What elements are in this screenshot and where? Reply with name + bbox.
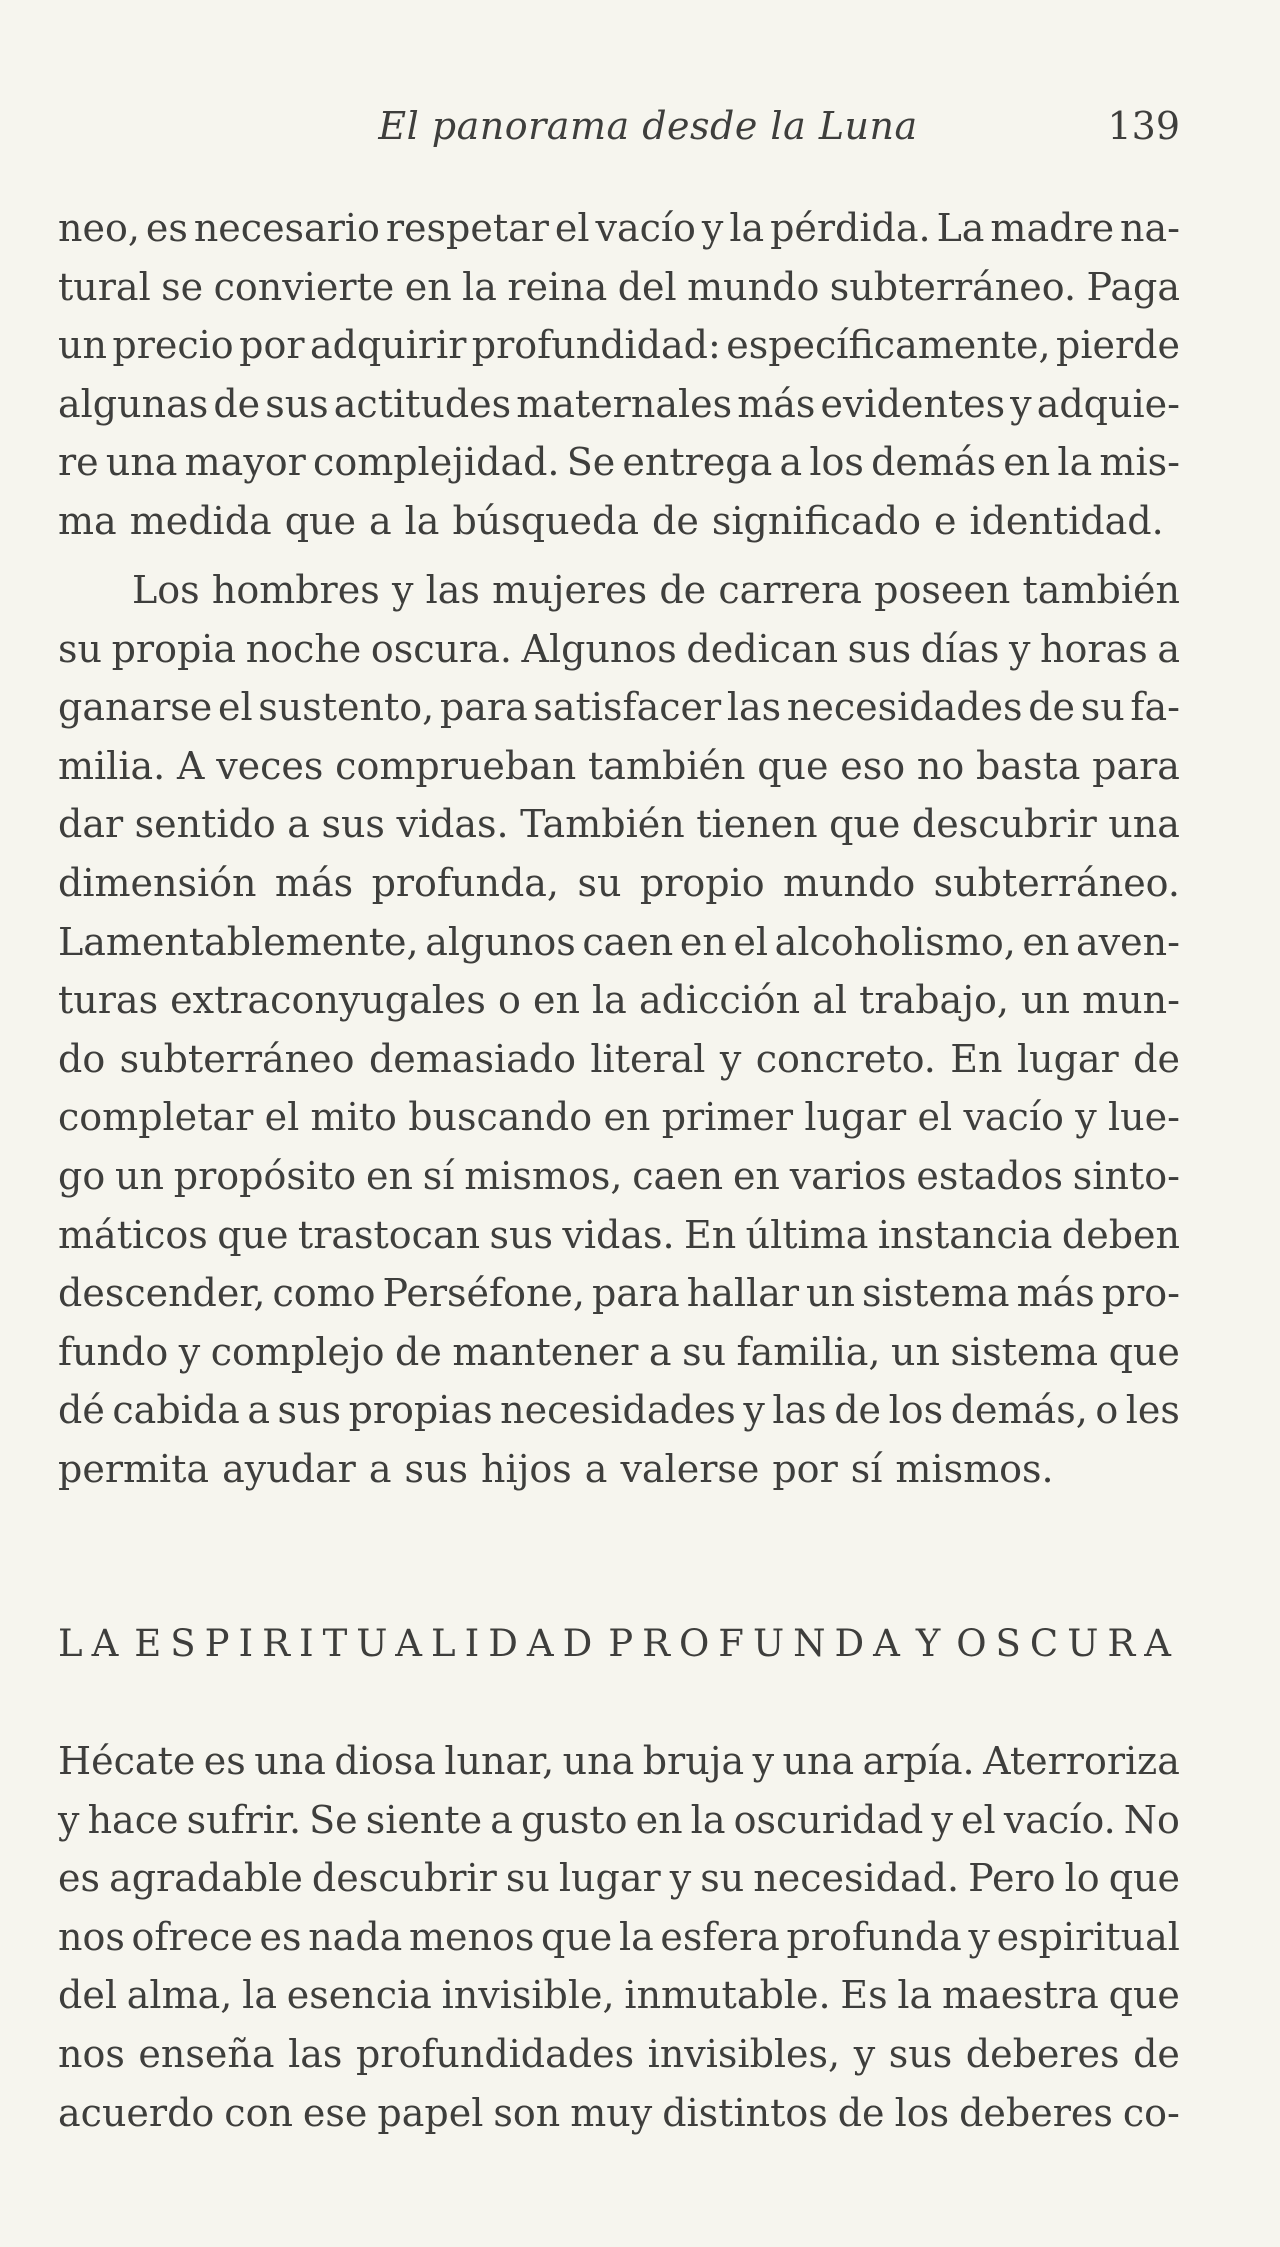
text-line: go un propósito en sí mismos, caen en varios estados sinto-	[58, 1153, 1180, 1198]
text-line: un precio por adquirir profundidad: específicamente, pierde	[58, 323, 1180, 368]
text-line: completar el mito buscando en primer lugar el vacío y lue-	[58, 1095, 1180, 1140]
text-line: ganarse el sustento, para satisfacer las necesidades de su fa-	[58, 685, 1180, 730]
page-header	[58, 96, 1180, 156]
text-line: Lamentablemente, algunos caen en el alcoholismo, en aven-	[58, 919, 1180, 964]
text-line: máticos que trastocan sus vidas. En última instancia deben	[58, 1212, 1180, 1257]
text-line: del alma, la esencia invisible, inmutable. Es la maestra que	[58, 1973, 1180, 2018]
text-line: Los hombres y las mujeres de carrera poseen también	[132, 568, 1180, 612]
text-line: dé cabida a sus propias necesidades y las de los demás, o les	[58, 1388, 1180, 1433]
text-line: algunas de sus actitudes maternales más evidentes y adquie-	[58, 381, 1180, 426]
text-line: y hace sufrir. Se siente a gusto en la oscuridad y el vacío. No	[58, 1797, 1180, 1842]
text-line: es agradable descubrir su lugar y su necesidad. Pero lo que	[58, 1856, 1180, 1901]
paragraph-1	[58, 199, 1180, 551]
text-line: Hécate es una diosa lunar, una bruja y una arpía. Aterroriza	[58, 1739, 1180, 1783]
text-line: descender, como Perséfone, para hallar un sistema más pro-	[58, 1271, 1180, 1316]
text-line: acuerdo con ese papel son muy distintos de los deberes co-	[58, 2090, 1180, 2135]
section-heading: LA ESPIRITUALIDAD PROFUNDA Y OSCURA	[58, 1622, 1180, 1665]
text-line: dimensión más profunda, su propio mundo subterráneo.	[58, 860, 1180, 905]
page-number: 139	[1107, 104, 1180, 148]
text-line: do subterráneo demasiado literal y concreto. En lugar de	[58, 1036, 1180, 1081]
text-line: fundo y complejo de mantener a su familia, un sistema que	[58, 1329, 1180, 1374]
text-line: neo, es necesario respetar el vacío y la pérdida. La madre na-	[58, 206, 1180, 250]
paragraph-3	[58, 1732, 1180, 2142]
text-line: milia. A veces comprueban también que eso no basta para	[58, 743, 1180, 788]
text-line: re una mayor complejidad. Se entrega a los demás en la mis-	[58, 440, 1180, 485]
paragraph-2	[58, 561, 1180, 1499]
text-line: dar sentido a sus vidas. También tienen que descubrir una	[58, 802, 1180, 847]
text-line: nos enseña las profundidades invisibles, y sus deberes de	[58, 2031, 1180, 2076]
text-line: turas extraconyugales o en la adicción al trabajo, un mun-	[58, 978, 1180, 1023]
text-line: permita ayudar a sus hijos a valerse por sí mismos.	[58, 1446, 1054, 1491]
text-line: ma medida que a la búsqueda de significado e identidad.	[58, 498, 1164, 543]
text-line: su propia noche oscura. Algunos dedican sus días y horas a	[58, 626, 1180, 671]
text-line: tural se convierte en la reina del mundo subterráneo. Paga	[58, 264, 1180, 309]
text-line: nos ofrece es nada menos que la esfera profunda y espiritual	[58, 1914, 1180, 1959]
running-title: El panorama desde la Luna	[378, 104, 918, 148]
